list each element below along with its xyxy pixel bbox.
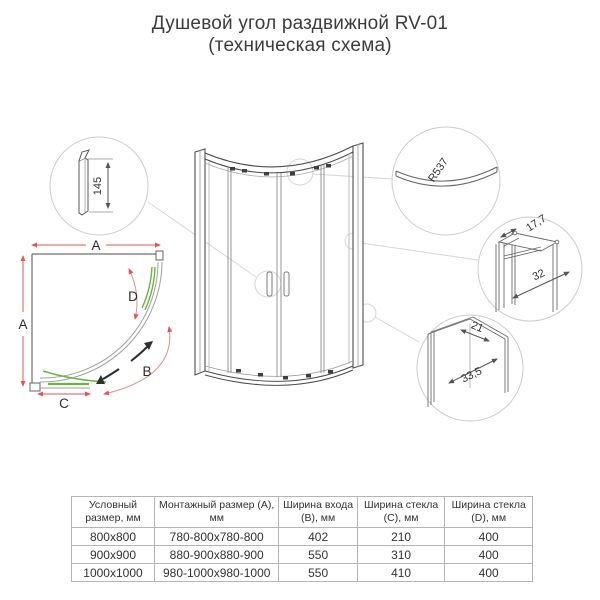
col-header-glass-c-width: Ширина стекла (C), мм	[357, 497, 445, 528]
col-header-glass-d-width: Ширина стекла (D), мм	[445, 497, 533, 528]
cell: 980-1000x980-1000	[154, 564, 278, 582]
wall-profile-top	[156, 251, 163, 260]
title-line-2: (техническая схема)	[208, 35, 392, 56]
door-handle-left	[267, 272, 272, 296]
cell: 310	[357, 546, 445, 564]
detail-handle-profile	[79, 150, 113, 215]
front-view	[195, 143, 363, 385]
cell: 900x900	[72, 546, 155, 564]
dim-label-r537: R537	[426, 156, 451, 185]
glass-panel-edges	[209, 153, 349, 377]
table-row	[72, 528, 533, 546]
dim-label-32: 32	[530, 267, 547, 284]
size-table	[71, 496, 533, 582]
dim-label-a-top: A	[91, 238, 101, 253]
table-row	[72, 564, 533, 582]
glass-door-arc	[43, 371, 106, 382]
top-rail	[205, 146, 353, 177]
roller	[258, 373, 263, 377]
frame-arc-inner	[40, 262, 158, 378]
cell: 400	[445, 528, 533, 546]
col-header-entrance-width: Ширина входа (B), мм	[279, 497, 357, 528]
dim-label-d: D	[128, 289, 138, 304]
rollers	[230, 164, 333, 380]
detail-glass-profile	[428, 317, 508, 407]
dim-label-b: B	[142, 364, 152, 379]
detail-curved-rail	[396, 156, 497, 186]
dim-label-17-7: 17,7	[524, 212, 549, 235]
roller	[242, 169, 247, 173]
glass-panels-plan	[43, 267, 155, 384]
roller	[236, 369, 241, 373]
col-header-nominal-size: Условный размер, мм	[72, 497, 155, 528]
dim-label-21: 21	[469, 319, 486, 336]
roller	[314, 166, 319, 170]
cell: 550	[279, 564, 357, 582]
cell: 210	[357, 528, 445, 546]
profile-node	[513, 231, 517, 235]
cell: 400	[445, 546, 533, 564]
dim-label-33-5: 33,5	[459, 365, 484, 386]
cell: 402	[279, 528, 357, 546]
dim-label-c: C	[59, 396, 69, 411]
roller	[306, 374, 311, 378]
roller	[283, 376, 288, 380]
handle-profile-body	[79, 158, 88, 215]
col-header-mounting-size: Монтажный размер (A), мм	[154, 497, 278, 528]
roller	[264, 172, 269, 176]
cell: 550	[279, 546, 357, 564]
roller	[230, 167, 235, 171]
dim-arc-b	[104, 327, 170, 394]
cell: 400	[445, 564, 533, 582]
cell: 780-800x780-800	[154, 528, 278, 546]
title-line-1: Душевой угол раздвижной RV-01	[151, 13, 449, 34]
roller	[328, 370, 333, 374]
table-row	[72, 546, 533, 564]
detail-top-profile	[496, 213, 569, 312]
cell: 800x800	[72, 528, 155, 546]
plan-view	[18, 238, 169, 411]
cell: 410	[357, 564, 445, 582]
cell: 880-900x880-900	[154, 546, 278, 564]
dim-label-145: 145	[92, 176, 104, 196]
size-table-header	[72, 497, 533, 528]
dim-label-a-left: A	[18, 317, 28, 332]
roller	[326, 164, 331, 168]
roller	[290, 172, 295, 176]
door-handle-right	[284, 272, 289, 296]
leader-line-top-profile	[361, 243, 478, 260]
cell: 1000x1000	[72, 564, 155, 582]
profile-node	[555, 240, 559, 244]
leader-line-glass-profile	[375, 317, 419, 342]
wall-profile-bottom	[30, 383, 40, 391]
